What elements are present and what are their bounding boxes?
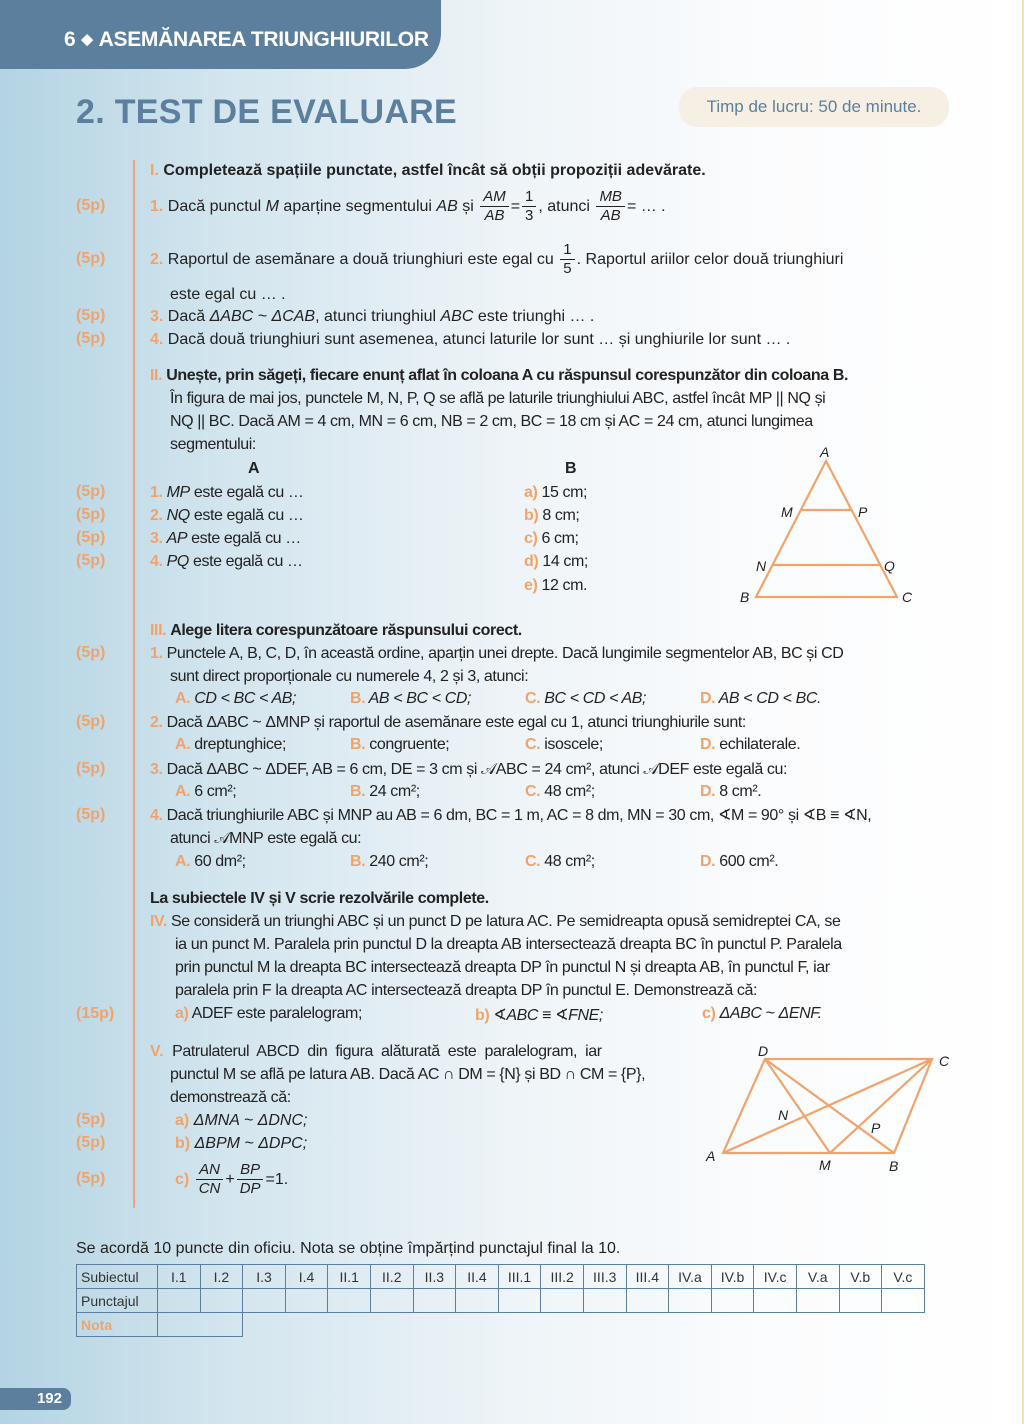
section2-body-line: NQ || BC. Dacă AM = 4 cm, MN = 6 cm, NB = 2 cm, BC = 18 cm și AC = 24 cm, atunci lungimea (170, 413, 813, 430)
page-title: 2. TEST DE EVALUARE (76, 93, 458, 131)
score-cell[interactable] (669, 1289, 712, 1313)
section1-item-2: 2. Raportul de asemănare a două triunghiuri este egal cu $\frac{1}{5}$ . Raportul ariilor celor două triunghiuri (150, 241, 844, 278)
chapter-header (0, 0, 441, 69)
section1-item-3: 3. Dacă ΔABC ~ ΔCAB, atunci triunghiul ABC este triunghi … . (150, 308, 595, 325)
answer-option[interactable]: A. dreptunghice; (175, 736, 287, 753)
grade-cell[interactable] (158, 1313, 243, 1337)
points-label: (5p) (76, 483, 106, 500)
section3-item-1: 1. Punctele A, B, C, D, în această ordine, aparțin unei drepte. Dacă lungimile segmentelor AB, BC și CD (150, 645, 844, 662)
section3-item-3: 3. Dacă ΔABC ~ ΔDEF, AB = 6 cm, DE = 3 cm și 𝒜ABC = 24 cm², atunci 𝒜DEF este egală cu: (150, 761, 788, 778)
answer-option[interactable]: A. CD < BC < AB; (175, 690, 297, 707)
answer-option[interactable]: B. 24 cm²; (350, 783, 420, 800)
answer-option[interactable]: D. echilaterale. (700, 736, 801, 753)
column-a-item: 4. PQ este egală cu … (150, 553, 303, 570)
points-label: (5p) (76, 1111, 106, 1128)
svg-text:N: N (778, 1107, 789, 1123)
svg-text:A: A (706, 1148, 716, 1164)
section4-line: prin punctul M la dreapta BC intersectează dreapta DP în punctul N și dreapta AB, în punctul F, iar (175, 959, 830, 976)
svg-text:C: C (902, 589, 913, 605)
fraction: $\frac{AN}{CN}$ (196, 1161, 224, 1198)
answer-option[interactable]: A. 6 cm²; (175, 783, 237, 800)
score-cell[interactable] (583, 1289, 626, 1313)
row-label: Nota (77, 1313, 158, 1337)
section4-line: IV. Se consideră un triunghi ABC și un punct D pe latura AC. Pe semidreapta opusă semidreptei CA, se (150, 913, 841, 930)
points-label: (5p) (76, 644, 106, 661)
points-label: (5p) (76, 307, 106, 324)
column-b-item: a) 15 cm; (524, 484, 588, 501)
row-label: Punctajul (77, 1289, 158, 1313)
section5-line: punctul M se află pe latura AB. Dacă AC ∩ DM = {N} și BD ∩ CM = {P}, (170, 1066, 646, 1083)
column-b-item: b) 8 cm; (524, 507, 580, 524)
points-label: (5p) (76, 552, 106, 569)
score-cell[interactable] (456, 1289, 499, 1313)
score-cell[interactable] (200, 1289, 243, 1313)
score-cell[interactable] (796, 1289, 839, 1313)
score-cell[interactable] (839, 1289, 882, 1313)
section5-line: demonstrează că: (170, 1089, 291, 1106)
svg-text:B: B (740, 589, 750, 605)
chapter-number: 6 (64, 28, 76, 51)
chapter-title: ASEMĂNAREA TRIUNGHIURILOR (98, 28, 429, 51)
svg-text:Q: Q (884, 558, 895, 574)
points-label: (5p) (76, 506, 106, 523)
score-cell[interactable] (243, 1289, 286, 1313)
parallelogram-figure (690, 1035, 970, 1185)
section5-part-a: a) ΔMNA ~ ΔDNC; (175, 1112, 308, 1129)
answer-option[interactable]: D. 8 cm². (700, 783, 762, 800)
svg-text:M: M (819, 1157, 831, 1173)
column-a-header: A (248, 460, 260, 477)
section2-body-line: segmentului: (170, 436, 256, 453)
svg-text:D: D (758, 1043, 769, 1059)
points-label: (5p) (76, 1134, 106, 1151)
answer-option[interactable]: B. AB < BC < CD; (350, 690, 472, 707)
section1-item-1: 1. Dacă punctul M aparține segmentului AB și $\frac{AM}{AB}$ = $\frac{1}{3}$ , atunci $\frac{MB}{AB}$ = … . (150, 188, 666, 225)
score-cell[interactable] (498, 1289, 541, 1313)
score-cell[interactable] (413, 1289, 456, 1313)
section3-item-2: 2. Dacă ΔABC ~ ΔMNP și raportul de asemănare este egal cu 1, atunci triunghiurile sunt: (150, 714, 746, 731)
section1-item-4: 4. Dacă două triunghiuri sunt asemenea, atunci laturile lor sunt … și unghiurile lor sunt … . (150, 331, 791, 348)
fraction: $\frac{BP}{DP}$ (237, 1161, 264, 1198)
score-cell[interactable] (370, 1289, 413, 1313)
svg-text:B: B (889, 1158, 899, 1174)
row-label: Subiectul (77, 1265, 158, 1289)
points-label: (5p) (76, 806, 106, 823)
column-b-item: d) 14 cm; (524, 553, 588, 570)
diamond-icon: ◆ (81, 31, 93, 48)
score-cell[interactable] (626, 1289, 669, 1313)
time-limit-badge (679, 87, 949, 127)
score-cell[interactable] (285, 1289, 328, 1313)
section5-line: V. Patrulaterul ABCD din figura alăturată este paralelogram, iar (150, 1043, 602, 1060)
section2-body-line: În figura de mai jos, punctele M, N, P, Q se află pe laturile triunghiului ABC, astfel încât MP || NQ și (170, 390, 826, 407)
points-label: (5p) (76, 250, 106, 267)
svg-text:A: A (820, 444, 830, 460)
column-a-item: 1. MP este egală cu … (150, 484, 304, 501)
svg-text:C: C (939, 1053, 950, 1069)
scoring-table (76, 1264, 925, 1337)
column-b-item: c) 6 cm; (524, 530, 579, 547)
section3-item-1-cont: sunt direct proporționale cu numerele 4, 2 și 3, atunci: (170, 668, 529, 685)
section5-part-c: c) $\frac{AN}{CN}$ + $\frac{BP}{DP}$ =1. (175, 1161, 289, 1198)
answer-option[interactable]: B. congruente; (350, 736, 450, 753)
column-b-item: e) 12 cm. (524, 577, 588, 594)
triangle-figure (720, 440, 940, 610)
fraction: $\frac{1}{5}$ (560, 241, 574, 278)
section1-heading (150, 161, 706, 181)
section4-line: ia un punct M. Paralela prin punctul D la dreapta AB intersectează dreapta BC în punctul P. Paralela (175, 936, 842, 953)
section3-item-4-cont: atunci 𝒜MNP este egală cu: (170, 830, 362, 847)
section4-line: paralela prin F la dreapta AC intersectează dreapta DP în punctul E. Demonstrează că: (175, 982, 758, 999)
points-label: (5p) (76, 197, 106, 214)
svg-text:P: P (871, 1120, 881, 1136)
score-cell[interactable] (328, 1289, 371, 1313)
page-number: 192 (0, 1388, 71, 1410)
answer-option[interactable]: C. isoscele; (525, 736, 603, 753)
svg-text:N: N (756, 558, 767, 574)
fraction: $\frac{AM}{AB}$ (480, 188, 509, 225)
section3-heading: III. Alege litera corespunzătoare răspunsului corect. (150, 622, 522, 639)
score-cell[interactable] (882, 1289, 925, 1313)
fraction: $\frac{1}{3}$ (522, 188, 536, 225)
margin-divider (133, 160, 135, 1208)
table-row: Subiectul I.1 I.2 I.3 I.4 II.1 II.2 II.3 II.4 III.1 III.2 III.3 III.4 IV.a IV.b IV.c V.a V.b V.c (77, 1265, 925, 1289)
table-row (77, 1313, 925, 1337)
column-b-header: B (565, 460, 577, 477)
score-cell[interactable] (541, 1289, 584, 1313)
score-cell[interactable] (754, 1289, 797, 1313)
svg-text:M: M (781, 504, 793, 520)
section3-item-4: 4. Dacă triunghiurile ABC și MNP au AB = 6 dm, BC = 1 m, AC = 8 dm, MN = 30 cm, ∢M = 90° și ∢B ≡ ∢N, (150, 807, 872, 824)
section1-numeral: I. (150, 162, 159, 179)
section1-instruction: Completează spațiile punctate, astfel încât să obții propoziții adevărate. (163, 162, 706, 179)
table-row (77, 1289, 925, 1313)
answer-option[interactable]: C. BC < CD < AB; (525, 690, 647, 707)
scoring-note: Se acordă 10 puncte din oficiu. Nota se obține împărțind punctajul final la 10. (76, 1240, 621, 1257)
score-cell[interactable] (158, 1289, 201, 1313)
points-label: (15p) (76, 1005, 115, 1022)
answer-option[interactable]: C. 48 cm²; (525, 853, 595, 870)
column-a-item: 2. NQ este egală cu … (150, 507, 304, 524)
points-label: (5p) (76, 1170, 106, 1187)
fraction: $\frac{MB}{AB}$ (596, 188, 625, 225)
points-label: (5p) (76, 529, 106, 546)
section4-part-a: a) ADEF este paralelogram; (175, 1005, 363, 1022)
points-label: (5p) (76, 330, 106, 347)
points-label: (5p) (76, 760, 106, 777)
points-label: (5p) (76, 713, 106, 730)
answer-option[interactable]: B. 240 cm²; (350, 853, 429, 870)
sections-4-5-heading: La subiectele IV și V scrie rezolvările complete. (150, 890, 489, 907)
section4-part-b: b) ∢ABC ≡ ∢FNE; (475, 1007, 603, 1024)
answer-option[interactable]: C. 48 cm²; (525, 783, 595, 800)
svg-text:P: P (858, 504, 868, 520)
section2-heading: II. Unește, prin săgeți, fiecare enunț aflat în coloana A cu răspunsul corespunzător din coloana B. (150, 367, 849, 384)
column-a-item: 3. AP este egală cu … (150, 530, 301, 547)
answer-option[interactable]: D. 600 cm². (700, 853, 779, 870)
time-limit-text: Timp de lucru: 50 de minute. (706, 97, 922, 116)
section4-part-c: c) ΔABC ~ ΔENF. (702, 1005, 822, 1022)
answer-option[interactable]: D. AB < CD < BC. (700, 690, 822, 707)
section1-item-2-cont: este egal cu … . (170, 286, 286, 303)
score-cell[interactable] (711, 1289, 754, 1313)
section5-part-b: b) ΔBPM ~ ΔDPC; (175, 1135, 308, 1152)
answer-option[interactable]: A. 60 dm²; (175, 853, 246, 870)
